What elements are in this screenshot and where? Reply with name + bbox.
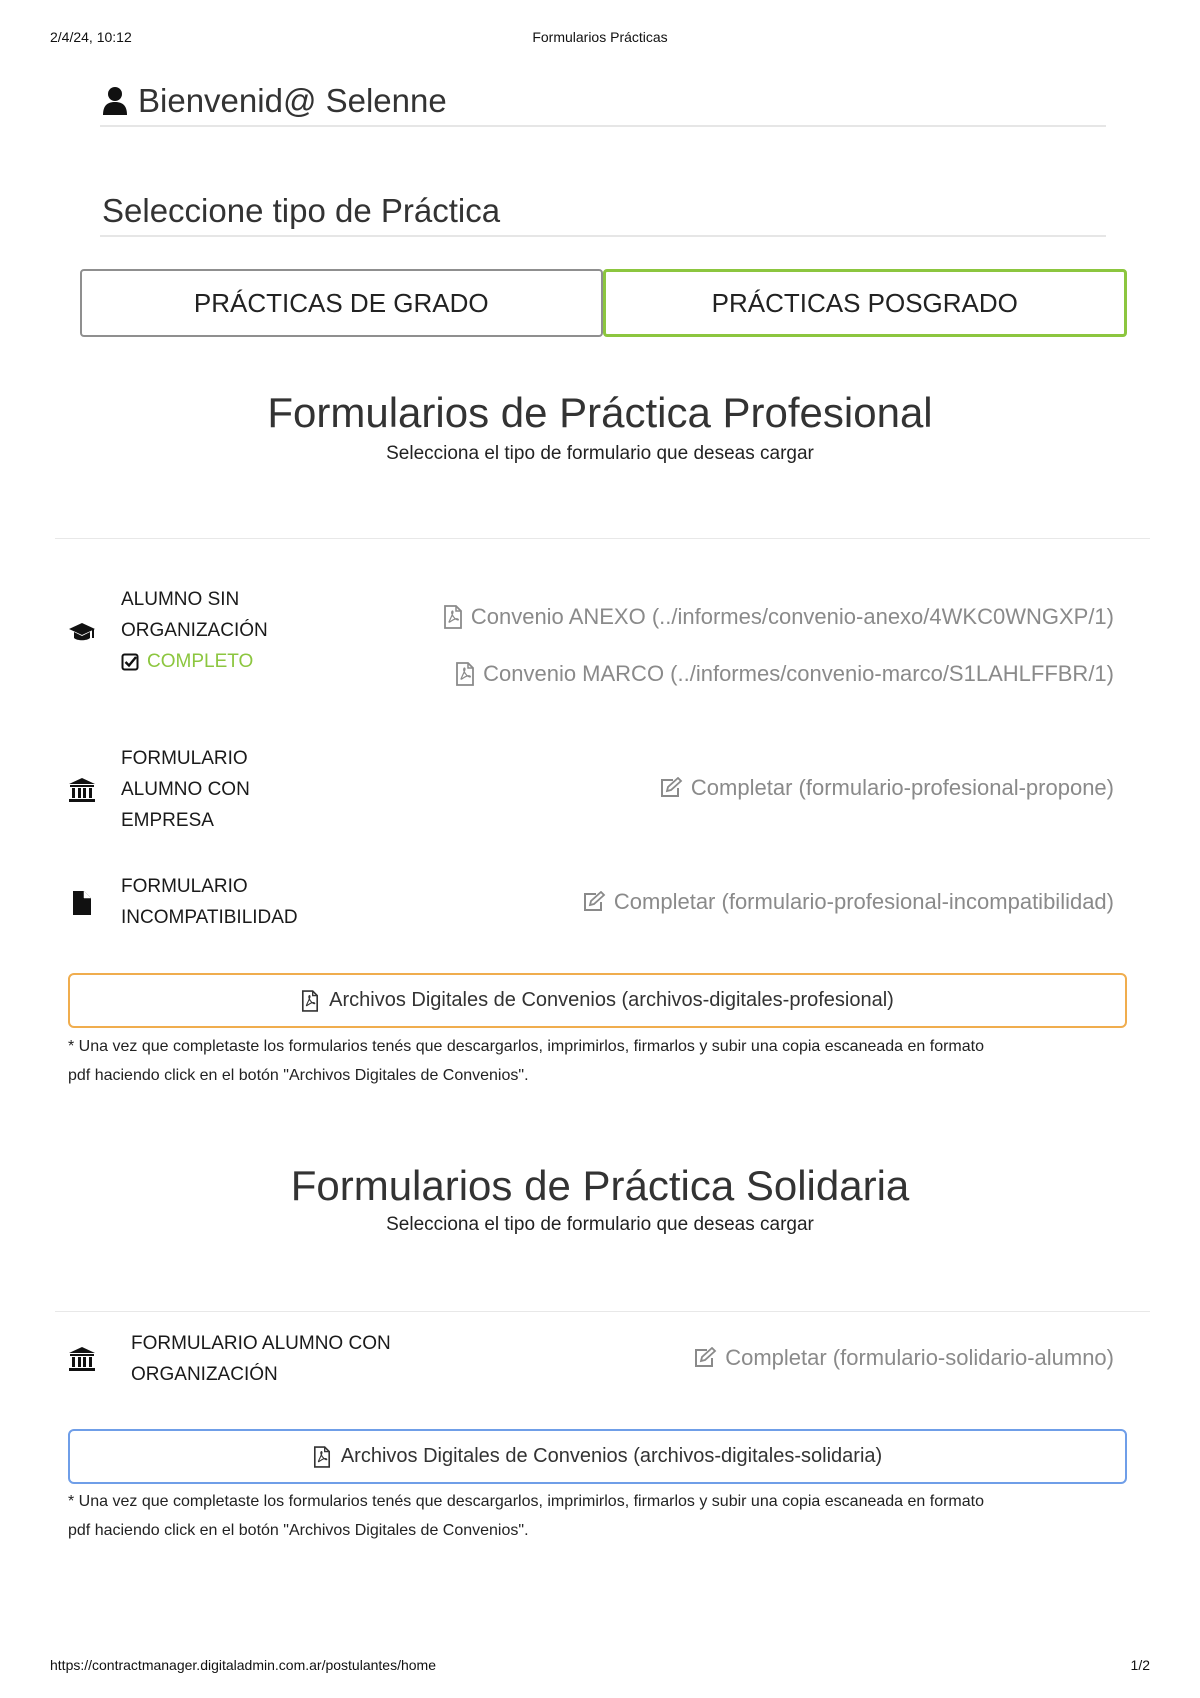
note-line: * Una vez que completaste los formularios tenés que descargarlos, imprimirlos, firmarlos y subir una copia escaneada en formato	[68, 1038, 984, 1055]
link-text: Completar (formulario-profesional-incompatibilidad)	[613, 889, 1114, 914]
pdf-file-icon	[301, 990, 319, 1012]
row-label-line: FORMULARIO ALUMNO CON	[131, 1333, 391, 1354]
link-text: Completar (formulario-profesional-propone)	[690, 775, 1114, 800]
note-line: pdf haciendo click en el botón "Archivos Digitales de Convenios".	[68, 1522, 529, 1539]
welcome-text: Bienvenid@ Selenne	[138, 82, 447, 119]
profesional-section-title: Formularios de Práctica Profesional	[267, 389, 933, 436]
row-alumno-con-organizacion-label	[131, 1328, 391, 1390]
tab-practicas-grado[interactable]: PRÁCTICAS DE GRADO	[80, 269, 603, 337]
row-incompatibilidad-label	[121, 871, 298, 933]
print-title: Formularios Prácticas	[532, 29, 668, 45]
divider	[55, 1311, 1150, 1312]
institution-icon	[68, 776, 96, 804]
solidaria-section-subtitle: Selecciona el tipo de formulario que deseas cargar	[386, 1214, 814, 1235]
pdf-file-icon	[443, 605, 463, 629]
row-label-line: ALUMNO SIN	[121, 589, 240, 610]
divider	[100, 235, 1106, 237]
row-label-line: INCOMPATIBILIDAD	[121, 907, 298, 928]
profesional-instructions-note	[68, 1032, 1128, 1090]
print-footer-url: https://contractmanager.digitaladmin.com.ar/postulantes/home	[50, 1657, 436, 1673]
divider	[55, 538, 1150, 539]
pdf-file-icon	[313, 1446, 331, 1468]
edit-icon	[582, 891, 606, 913]
row-label-line: EMPRESA	[121, 810, 214, 831]
profesional-section-subtitle: Selecciona el tipo de formulario que deseas cargar	[386, 443, 814, 464]
completar-solidario-link[interactable]	[693, 1345, 1114, 1371]
select-practice-title: Seleccione tipo de Práctica	[102, 192, 501, 229]
divider	[100, 125, 1106, 127]
welcome-heading	[102, 82, 447, 120]
note-line: * Una vez que completaste los formularios tenés que descargarlos, imprimirlos, firmarlos y subir una copia escaneada en formato	[68, 1493, 984, 1510]
row-label-line: ORGANIZACIÓN	[131, 1364, 278, 1385]
practice-type-tabs	[80, 269, 1127, 337]
edit-icon	[659, 777, 683, 799]
solidaria-instructions-note	[68, 1487, 1128, 1545]
file-icon	[68, 889, 96, 917]
row-label-line: ORGANIZACIÓN	[121, 620, 268, 641]
archivos-digitales-profesional-button[interactable]	[68, 973, 1127, 1028]
convenio-anexo-link[interactable]	[443, 604, 1114, 630]
solidaria-section-title: Formularios de Práctica Solidaria	[290, 1162, 910, 1209]
status-badge	[121, 646, 268, 677]
row-alumno-con-empresa-label	[121, 743, 250, 836]
completar-propone-link[interactable]	[659, 775, 1114, 801]
link-text: Convenio ANEXO (../informes/convenio-anexo/4WKC0WNGXP/1)	[470, 604, 1114, 629]
button-label: Archivos Digitales de Convenios (archivos-digitales-profesional)	[329, 989, 894, 1011]
edit-icon	[693, 1347, 717, 1369]
note-line: pdf haciendo click en el botón "Archivos Digitales de Convenios".	[68, 1067, 529, 1084]
row-label-line: ALUMNO CON	[121, 779, 250, 800]
completar-incompatibilidad-link[interactable]	[582, 889, 1114, 915]
tab-practicas-posgrado[interactable]: PRÁCTICAS POSGRADO	[603, 269, 1128, 337]
link-text: Convenio MARCO (../informes/convenio-marco/S1LAHLFFBR/1)	[483, 661, 1114, 686]
institution-icon	[68, 1345, 96, 1373]
link-text: Completar (formulario-solidario-alumno)	[725, 1345, 1114, 1370]
graduation-cap-icon	[68, 617, 96, 645]
pdf-file-icon	[455, 662, 475, 686]
archivos-digitales-solidaria-button[interactable]	[68, 1429, 1127, 1484]
row-label-line: FORMULARIO	[121, 876, 248, 897]
user-icon	[102, 86, 128, 116]
print-page-number: 1/2	[1130, 1657, 1150, 1673]
check-square-icon	[121, 653, 139, 671]
button-label: Archivos Digitales de Convenios (archivos-digitales-solidaria)	[340, 1445, 883, 1467]
convenio-marco-link[interactable]	[455, 661, 1114, 687]
print-datetime: 2/4/24, 10:12	[50, 29, 132, 45]
status-text: COMPLETO	[147, 651, 254, 672]
row-alumno-sin-organizacion-label	[121, 584, 268, 677]
row-label-line: FORMULARIO	[121, 748, 248, 769]
